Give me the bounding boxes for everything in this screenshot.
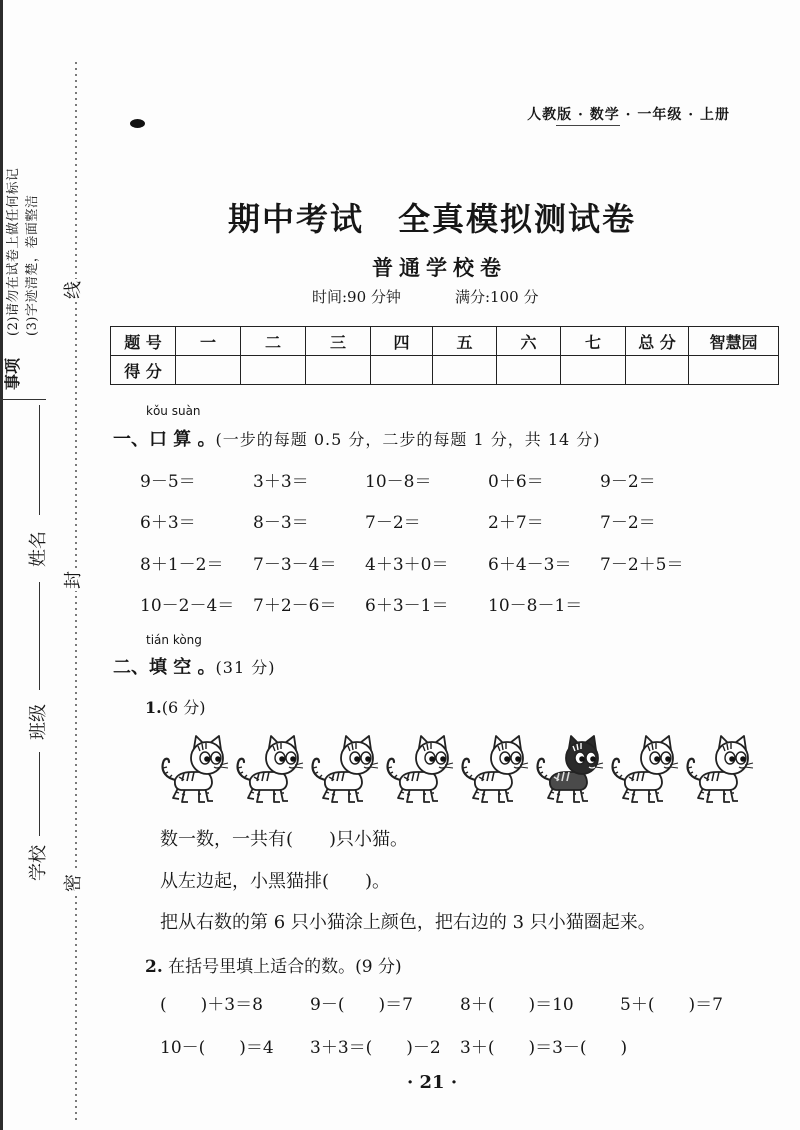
seal-mark-seal: 封 (63, 571, 84, 589)
seal-mark-secret: 密 (63, 874, 84, 892)
arithmetic-problem: 8＋1－2＝ (140, 555, 224, 575)
edition-underline (556, 125, 620, 126)
section2-note: (31 分) (215, 658, 276, 677)
section1-pinyin: kǒu suàn (146, 404, 201, 418)
question1-line-black-cat: 从左边起，小黑猫排( )。 (160, 871, 391, 892)
exam-time: 时间:90 分钟 (312, 288, 401, 306)
arithmetic-problem: 3＋3＝ (253, 472, 309, 492)
score-header-total: 总 分 (626, 327, 689, 356)
notice-item-3: (3)字迹清楚，卷面整洁 (25, 194, 40, 336)
score-header-section-4: 四 (371, 327, 433, 356)
arithmetic-row (140, 591, 712, 616)
cat (463, 736, 528, 802)
cat (238, 736, 303, 802)
fill-blank-equation: 3＋( )＝3－( ) (460, 1038, 628, 1058)
score-header-section-2: 二 (241, 327, 306, 356)
arithmetic-problem: 7＋2－6＝ (253, 596, 337, 616)
school-label: 学校 (28, 845, 49, 881)
notice-heading: 事项 (3, 357, 22, 390)
arithmetic-problem: 2＋7＝ (488, 513, 544, 533)
arithmetic-problem: 9－2＝ (600, 472, 656, 492)
cat (313, 736, 378, 802)
black-cat (538, 736, 603, 802)
section2-pinyin: tián kòng (146, 633, 202, 647)
section1-note: (一步的每题 0.5 分，二步的每题 1 分，共 14 分) (215, 430, 601, 449)
exam-full-score: 满分:100 分 (455, 288, 539, 306)
notice-item-2: (2)请勿在试卷上做任何标记 (6, 167, 21, 336)
arithmetic-problem: 7－2＝ (365, 513, 421, 533)
score-cell (497, 356, 561, 385)
score-cell (689, 356, 779, 385)
question1-number: 1. (145, 698, 162, 717)
fill-blank-equation: ( )＋3＝8 (160, 995, 263, 1015)
seal-mark-line: 线 (63, 281, 84, 299)
score-table-header-row (111, 327, 779, 356)
score-cell (626, 356, 689, 385)
edition-label: 人教版 · 数学 · 一年级 · 上册 (527, 107, 730, 123)
class-label: 班级 (28, 704, 49, 740)
arithmetic-row (140, 467, 712, 492)
score-header-section-7: 七 (561, 327, 626, 356)
school-blank-line (39, 752, 40, 836)
score-header-bonus: 智慧园 (689, 327, 779, 356)
question1-label (145, 695, 205, 718)
arithmetic-problem: 7－3－4＝ (253, 555, 337, 575)
page-number: · 21 · (407, 1072, 458, 1093)
question1-line-count: 数一数，一共有( )只小猫。 (160, 829, 409, 850)
arithmetic-problem: 6＋3－1＝ (365, 596, 449, 616)
question2-label (145, 952, 402, 977)
score-header-question-no: 题 号 (111, 327, 176, 356)
arithmetic-problem: 7－2＝ (600, 513, 656, 533)
cat (688, 736, 753, 802)
score-cell (306, 356, 371, 385)
score-table (110, 326, 779, 385)
equation-row (160, 990, 740, 1015)
section2-title: 二、填 空 。 (113, 657, 216, 678)
cats-illustration (150, 728, 770, 812)
score-header-section-6: 六 (497, 327, 561, 356)
section2-heading (113, 653, 275, 679)
fill-blank-equation: 3＋3＝( )－2 (310, 1038, 441, 1058)
score-cell (561, 356, 626, 385)
section1-title: 一、口 算 。 (113, 429, 216, 450)
score-table-score-row (111, 356, 779, 385)
arithmetic-row (140, 508, 712, 533)
fill-blank-equation: 10－( )＝4 (160, 1038, 274, 1058)
score-row-label: 得 分 (111, 356, 176, 385)
margin-divider (0, 399, 46, 400)
score-cell (433, 356, 497, 385)
question2-prompt: 在括号里填上适合的数。 (168, 957, 356, 977)
arithmetic-problem: 6＋4－3＝ (488, 555, 572, 575)
score-cell (241, 356, 306, 385)
cat (613, 736, 678, 802)
question1-points: (6 分) (161, 698, 206, 717)
cat (388, 736, 453, 802)
ink-mark (130, 119, 145, 128)
score-header-section-5: 五 (433, 327, 497, 356)
fill-blank-equation: 5＋( )＝7 (620, 995, 723, 1015)
question1-line-coloring: 把从右数的第 6 只小猫涂上颜色，把右边的 3 只小猫圈起来。 (160, 912, 656, 933)
fill-blank-equation: 8＋( )＝10 (460, 995, 574, 1015)
arithmetic-problem: 10－8－1＝ (488, 596, 583, 616)
arithmetic-problem: 0＋6＝ (488, 472, 544, 492)
score-header-section-1: 一 (176, 327, 241, 356)
binding-edge (0, 0, 3, 1130)
section1-heading (113, 425, 601, 451)
arithmetic-problem: 10－2－4＝ (140, 596, 235, 616)
fill-blank-equation: 9－( )＝7 (310, 995, 413, 1015)
score-header-section-3: 三 (306, 327, 371, 356)
arithmetic-problem: 7－2＋5＝ (600, 555, 684, 575)
score-cell (371, 356, 433, 385)
arithmetic-problem: 9－5＝ (140, 472, 196, 492)
class-blank-line (39, 582, 40, 690)
arithmetic-problem: 8－3＝ (253, 513, 309, 533)
question2-points: (9 分) (355, 957, 402, 977)
page-title: 期中考试 全真模拟测试卷 (228, 200, 637, 238)
cat (163, 736, 228, 802)
arithmetic-problem: 6＋3＝ (140, 513, 196, 533)
arithmetic-row (140, 550, 712, 575)
name-label: 姓名 (28, 531, 49, 567)
question2-number: 2. (145, 957, 163, 977)
score-cell (176, 356, 241, 385)
page-subtitle: 普通学校卷 (372, 255, 507, 280)
seal-dashed-line (70, 0, 82, 1130)
arithmetic-problem: 10－8＝ (365, 472, 432, 492)
name-blank-line (39, 405, 40, 515)
equation-row (160, 1033, 740, 1058)
arithmetic-problem: 4＋3＋0＝ (365, 555, 449, 575)
